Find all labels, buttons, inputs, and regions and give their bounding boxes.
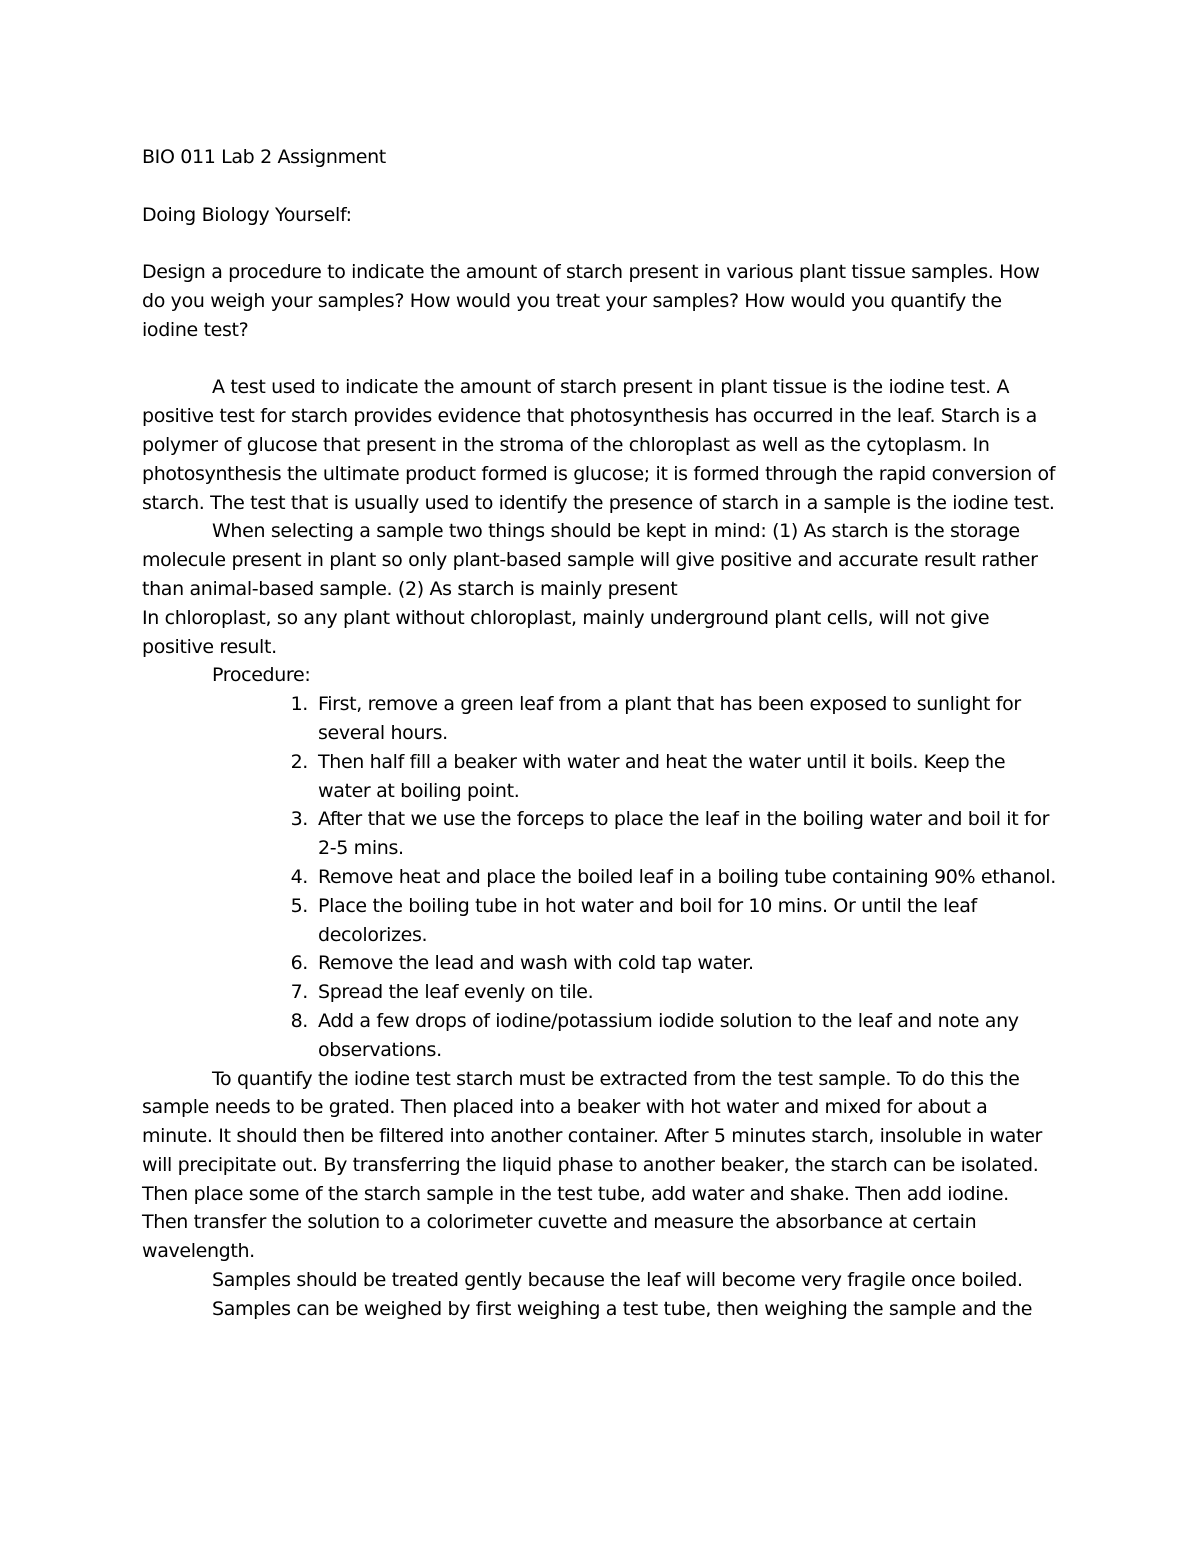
procedure-steps (142, 690, 1057, 1064)
step-text: Remove the lead and wash with cold tap water. (318, 952, 754, 975)
spacer (142, 229, 1057, 258)
paragraph-iodine-test: A test used to indicate the amount of starch present in plant tissue is the iodine test. A positive test for starch provides evidence that photosynthesis has occurred in the leaf. Starch is a polymer of glucose that present in the stroma of the chloroplast as well as the cytoplasm. In photosynthesis the ultimate product formed is glucose; it is formed through the rapid conversion of starch. The test that is usually used to identify the presence of starch in a sample is the iodine test. (142, 376, 1056, 514)
step-text: Then half fill a beaker with water and heat the water until it boils. Keep the water at boiling point. (318, 750, 1006, 802)
step-number: 1. (290, 693, 308, 716)
procedure-label: Procedure: (212, 664, 311, 687)
procedure-step (142, 748, 1057, 806)
step-number: 6. (290, 952, 308, 975)
procedure-step (142, 949, 1057, 978)
step-text: Remove heat and place the boiled leaf in a boiling tube containing 90% ethanol. (318, 865, 1056, 888)
procedure-step (142, 863, 1057, 892)
step-text: Add a few drops of iodine/potassium iodide solution to the leaf and note any observations. (318, 1009, 1019, 1061)
spacer (142, 172, 1057, 201)
step-number: 3. (290, 808, 308, 831)
step-number: 8. (290, 1009, 308, 1032)
document-body (142, 143, 1057, 1324)
step-number: 5. (290, 894, 308, 917)
step-number: 7. (290, 981, 308, 1004)
step-number: 2. (290, 750, 308, 773)
step-text: After that we use the forceps to place the leaf in the boiling water and boil it for 2-5 mins. (318, 808, 1050, 860)
paragraph-sample-selection: When selecting a sample two things should be kept in mind: (1) As starch is the storage molecule present in plant so only plant-based sample will give positive and accurate result rather than animal-based sample. (2) As starch is mainly present (142, 520, 1038, 600)
paragraph-quantify: To quantify the iodine test starch must be extracted from the test sample. To do this the sample needs to be grated. Then placed into a beaker with hot water and mixed for about a minute. It should then be filtered into another container. After 5 minutes starch, insoluble in water will precipitate out. By transferring the liquid phase to another beaker, the starch can be isolated. Then place some of the starch sample in the test tube, add water and shake. Then add iodine. Then transfer the solution to a colorimeter cuvette and measure the absorbance at certain wavelength. (142, 1067, 1043, 1263)
procedure-step (142, 978, 1057, 1007)
procedure-step (142, 690, 1057, 748)
step-text: Spread the leaf evenly on tile. (318, 981, 594, 1004)
step-text: First, remove a green leaf from a plant that has been exposed to sunlight for several hours. (318, 693, 1021, 744)
step-text: Place the boiling tube in hot water and boil for 10 mins. Or until the leaf decolorizes. (318, 894, 977, 946)
procedure-step (142, 1007, 1057, 1065)
procedure-step (142, 892, 1057, 950)
paragraph-weighing: Samples can be weighed by first weighing a test tube, then weighing the sample and the (212, 1297, 1033, 1320)
assignment-prompt: Design a procedure to indicate the amount of starch present in various plant tissue samples. How do you weigh your samples? How would you treat your samples? How would you quantify the iodine test? (142, 261, 1040, 341)
document-subtitle: Doing Biology Yourself: (142, 203, 352, 226)
paragraph-treatment: Samples should be treated gently because the leaf will become very fragile once boiled. (212, 1269, 1023, 1292)
step-number: 4. (290, 865, 308, 888)
spacer (142, 345, 1057, 374)
paragraph-sample-selection-continued: In chloroplast, so any plant without chloroplast, mainly underground plant cells, will not give positive result. (142, 606, 990, 658)
procedure-step (142, 805, 1057, 863)
document-title: BIO 011 Lab 2 Assignment (142, 146, 386, 168)
